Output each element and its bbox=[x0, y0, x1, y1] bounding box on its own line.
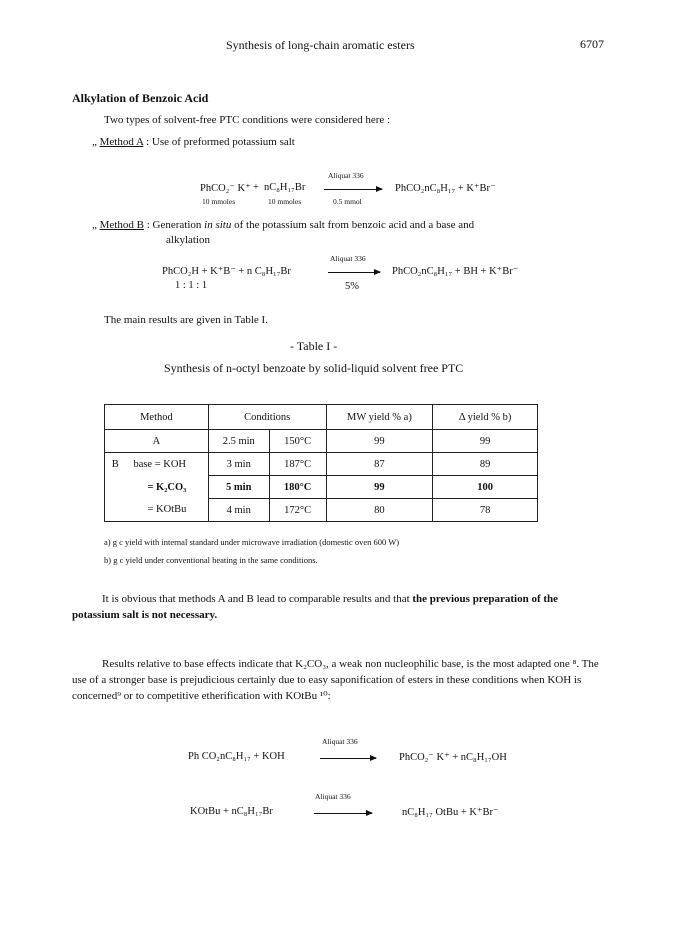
results-intro: The main results are given in Table I. bbox=[104, 314, 268, 326]
cell-delta: 100 bbox=[433, 476, 538, 499]
method-b-product: PhCO₂nC₈H₁₇ + BH + K⁺Br⁻ bbox=[392, 266, 519, 277]
header-mw-yield: MW yield % a) bbox=[326, 405, 433, 430]
cell-delta: 99 bbox=[433, 430, 538, 453]
cell-mw: 99 bbox=[326, 430, 433, 453]
cell-base: = K₂CO₃ bbox=[125, 476, 208, 499]
method-a-label: Method A bbox=[99, 136, 144, 148]
cell-temp: 172°C bbox=[269, 499, 326, 522]
cell-temp: 187°C bbox=[269, 453, 326, 476]
cell-method: A bbox=[105, 430, 209, 453]
method-b-label: Method B bbox=[99, 219, 144, 231]
eq3-catalyst: Aliquat 336 bbox=[322, 737, 358, 746]
method-b-line2: alkylation bbox=[166, 234, 210, 246]
method-a-amount2: 10 mmoles bbox=[268, 197, 302, 206]
table-row bbox=[105, 499, 538, 522]
paragraph-base-effects: Results relative to base effects indicate that K₂CO₃, a weak non nucleophilic base, is the most adapted one ⁸. The use of a stronger base is prejudicious certainly due to easy saponification of esters in these conditions when KOH is concerned⁹ or to competitive etherification with KOtBu ¹⁰: bbox=[72, 658, 599, 702]
eq3-reactants: Ph CO₂nC₈H₁₇ + KOH bbox=[188, 751, 285, 762]
results-table bbox=[104, 404, 538, 522]
header-method: Method bbox=[105, 405, 209, 430]
table-row bbox=[105, 453, 538, 476]
method-b-catalyst: Aliquat 336 bbox=[330, 254, 366, 263]
eq3-product: PhCO₂⁻ K⁺ + nC₈H₁₇OH bbox=[399, 752, 507, 763]
cell-time: 3 min bbox=[208, 453, 269, 476]
cell-time: 4 min bbox=[208, 499, 269, 522]
header-delta-yield: Δ yield % b) bbox=[433, 405, 538, 430]
method-b-cat-amount: 5% bbox=[345, 281, 359, 292]
method-b-desc-pre: : Generation bbox=[143, 219, 205, 231]
method-a-desc: : Use of preformed potassium salt bbox=[143, 136, 295, 148]
section-title: Alkylation of Benzoic Acid bbox=[72, 91, 209, 105]
table-row bbox=[105, 476, 538, 499]
cell-mw: 87 bbox=[326, 453, 433, 476]
method-a-reactant2: nC₈H₁₇Br bbox=[264, 182, 306, 193]
cell-method: B bbox=[105, 453, 126, 476]
cell-time: 5 min bbox=[208, 476, 269, 499]
eq4-catalyst: Aliquat 336 bbox=[315, 792, 351, 801]
method-a-line bbox=[92, 136, 295, 148]
cell-delta: 78 bbox=[433, 499, 538, 522]
cell-temp: 150°C bbox=[269, 430, 326, 453]
method-a-catalyst: Aliquat 336 bbox=[328, 171, 364, 180]
eq3-arrow bbox=[320, 758, 376, 759]
running-title: Synthesis of long-chain aromatic esters bbox=[226, 38, 415, 52]
eq4-product: nC₈H₁₇ OtBu + K⁺Br⁻ bbox=[402, 807, 499, 818]
cell-mw: 80 bbox=[326, 499, 433, 522]
table-label: - Table I - bbox=[290, 339, 338, 353]
footnote-a: a) g c yield with internal standard under microwave irradiation (domestic oven 600 W) bbox=[104, 537, 400, 547]
paragraph-comparison bbox=[72, 591, 604, 623]
method-a-plus: + bbox=[253, 182, 259, 193]
method-b-bullet: „ bbox=[92, 219, 97, 231]
method-b-ratio: 1 : 1 : 1 bbox=[175, 280, 208, 291]
table-header-row bbox=[105, 405, 538, 430]
footnote-b: b) g c yield under conventional heating in the same conditions. bbox=[104, 555, 318, 565]
method-a-reactant1: PhCO₂⁻ K⁺ bbox=[200, 183, 251, 194]
method-b-desc-post: of the potassium salt from benzoic acid and a base and bbox=[231, 219, 475, 231]
method-b-arrow bbox=[328, 272, 380, 273]
method-a-bullet: „ bbox=[92, 136, 97, 148]
cell-method bbox=[105, 499, 126, 522]
eq4-arrow bbox=[314, 813, 372, 814]
method-b-reactants: PhCO₂H + K⁺B⁻ + n C₈H₁₇Br bbox=[162, 266, 291, 277]
table-row bbox=[105, 430, 538, 453]
method-a-amount3: 0.5 mmol bbox=[333, 197, 362, 206]
para1-bold: the previous preparation of the potassium salt is not necessary. bbox=[72, 593, 559, 621]
cell-temp: 180°C bbox=[269, 476, 326, 499]
cell-method bbox=[105, 476, 126, 499]
cell-time: 2.5 min bbox=[208, 430, 269, 453]
method-b-desc-italic: in situ bbox=[204, 219, 232, 231]
cell-mw: 99 bbox=[326, 476, 433, 499]
method-b-line bbox=[92, 219, 474, 231]
method-a-product: PhCO₂nC₈H₁₇ + K⁺Br⁻ bbox=[395, 183, 496, 194]
intro-text: Two types of solvent-free PTC conditions were considered here : bbox=[104, 114, 391, 126]
cell-base: base = KOH bbox=[125, 453, 208, 476]
eq4-reactants: KOtBu + nC₈H₁₇Br bbox=[190, 806, 273, 817]
method-a-amount1: 10 mmoles bbox=[202, 197, 236, 206]
para1-normal: It is obvious that methods A and B lead to comparable results and that bbox=[102, 593, 413, 605]
page-number: 6707 bbox=[580, 37, 604, 51]
table-caption: Synthesis of n-octyl benzoate by solid-liquid solvent free PTC bbox=[164, 361, 464, 375]
method-a-arrow bbox=[324, 189, 382, 190]
header-conditions: Conditions bbox=[208, 405, 326, 430]
cell-delta: 89 bbox=[433, 453, 538, 476]
cell-base: = KOtBu bbox=[125, 499, 208, 522]
